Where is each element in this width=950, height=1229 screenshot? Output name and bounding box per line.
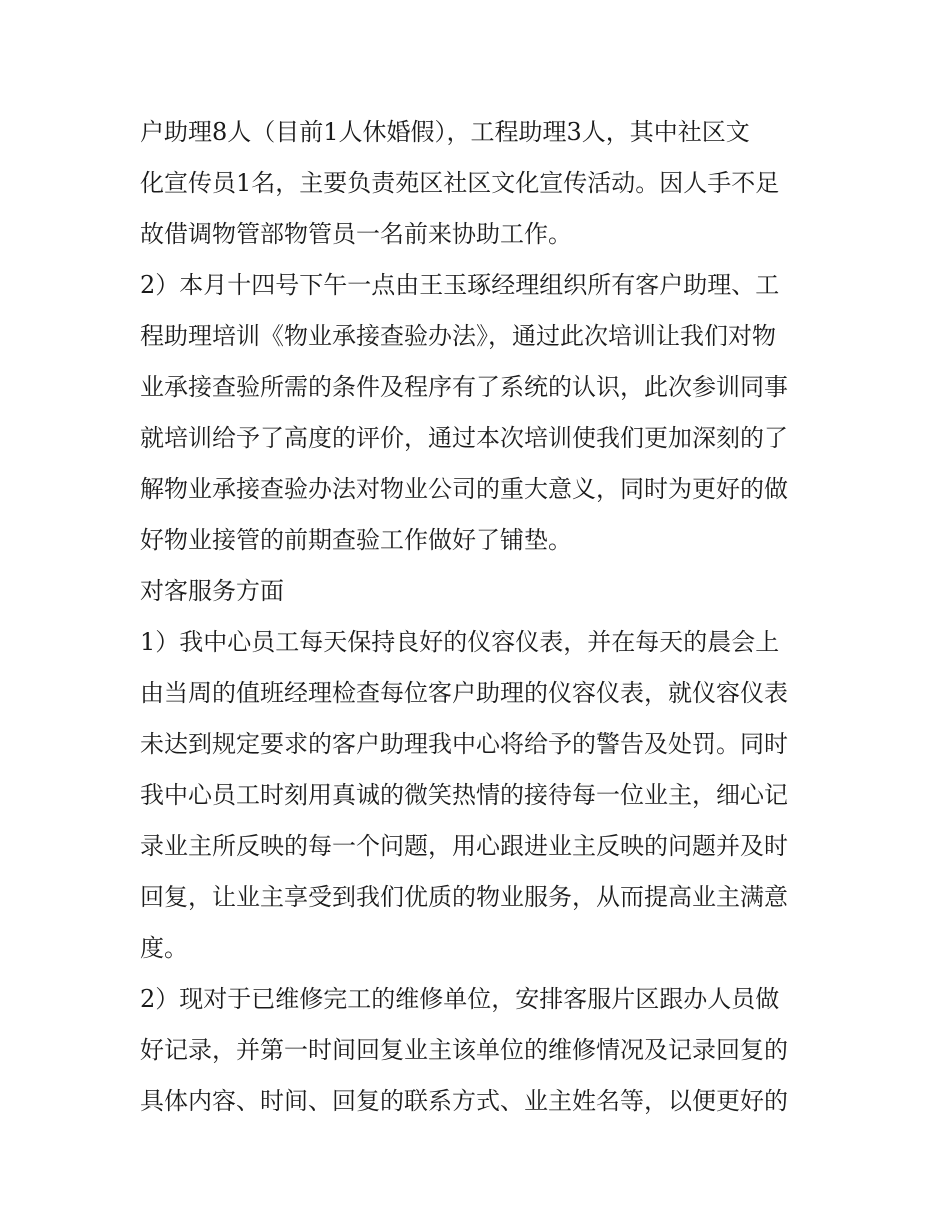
text-line: 具体内容、时间、回复的联系方式、业主姓名等，以便更好的	[140, 1087, 788, 1115]
section-heading: 对客服务方面	[140, 577, 284, 605]
text-line: 回复，让业主享受到我们优质的物业服务，从而提高业主满意	[140, 883, 788, 911]
text-line: 度。	[140, 934, 188, 962]
text-line: 解物业承接查验办法对物业公司的重大意义，同时为更好的做	[140, 475, 788, 503]
text-line: 好记录，并第一时间回复业主该单位的维修情况及记录回复的	[140, 1036, 788, 1064]
text-line: 2）现对于已维修完工的维修单位，安排客服片区跟办人员做	[140, 985, 780, 1013]
text-line: 故借调物管部物管员一名前来协助工作。	[140, 220, 572, 248]
text-line: 业承接查验所需的条件及程序有了系统的认识，此次参训同事	[140, 373, 788, 401]
text-line: 程助理培训《物业承接查验办法》，通过此次培训让我们对物	[140, 322, 776, 350]
text-line: 由当周的值班经理检查每位客户助理的仪容仪表，就仪容仪表	[140, 679, 788, 707]
body-text	[140, 107, 820, 1127]
text-line: 就培训给予了高度的评价，通过本次培训使我们更加深刻的了	[140, 424, 788, 452]
text-line: 化宣传员1名，主要负责苑区社区文化宣传活动。因人手不足	[140, 169, 780, 197]
text-line: 户助理8人（目前1人休婚假），工程助理3人，其中社区文	[140, 118, 750, 146]
text-line: 录业主所反映的每一个问题，用心跟进业主反映的问题并及时	[140, 832, 788, 860]
text-line: 2）本月十四号下午一点由王玉琢经理组织所有客户助理、工	[140, 271, 780, 299]
text-line: 未达到规定要求的客户助理我中心将给予的警告及处罚。同时	[140, 730, 788, 758]
text-line: 我中心员工时刻用真诚的微笑热情的接待每一位业主，细心记	[140, 781, 788, 809]
text-line: 好物业接管的前期查验工作做好了铺垫。	[140, 526, 572, 554]
text-line: 1）我中心员工每天保持良好的仪容仪表，并在每天的晨会上	[140, 628, 780, 656]
